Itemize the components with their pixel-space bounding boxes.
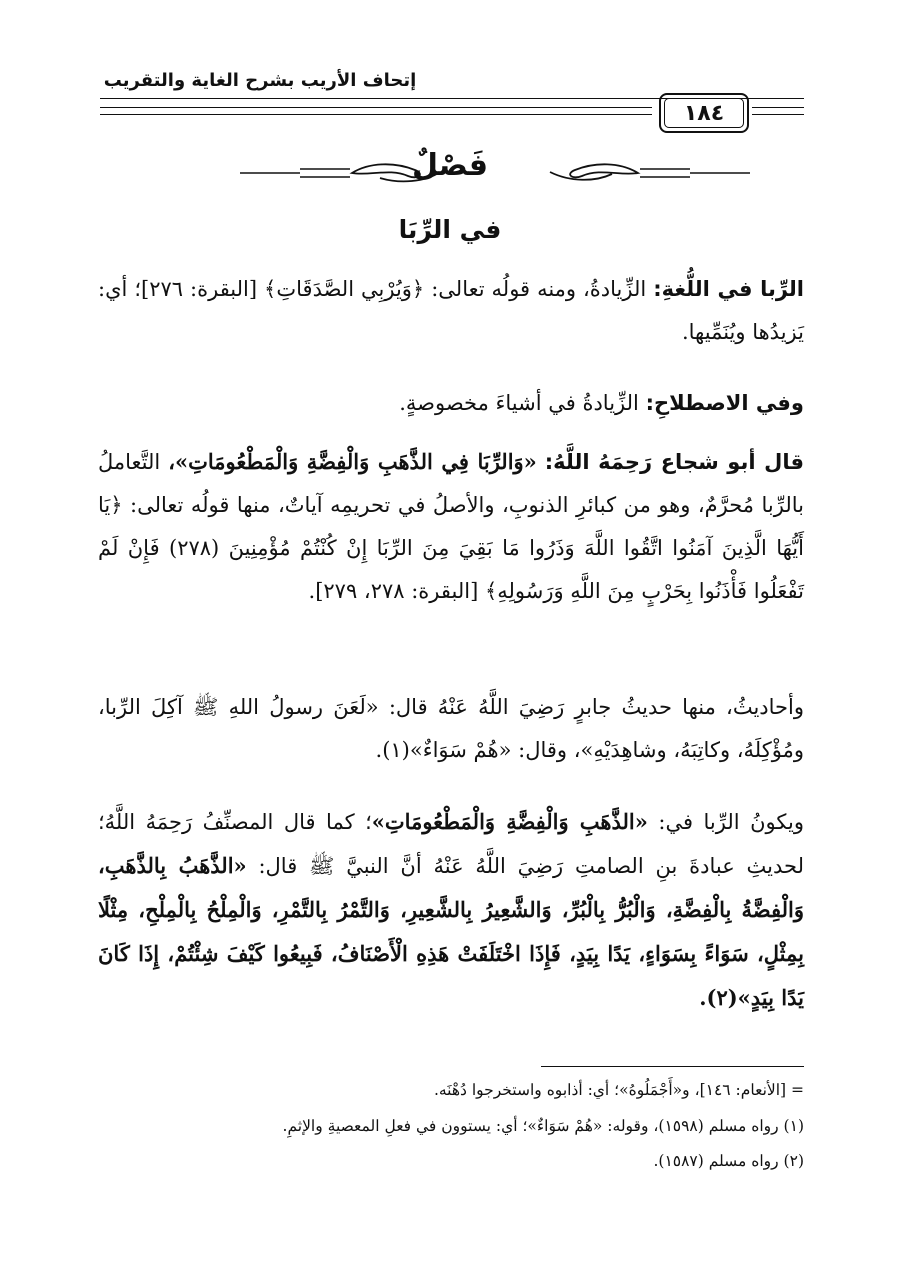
matn-quote: «وَالرِّبَا فِي الذَّهَبِ وَالْفِضَّةِ وَالْمَطْعُومَاتِ»، — [168, 449, 537, 474]
paragraph-text: التَّعاملُ بالرِّبا مُحرَّمٌ، وهو من كبائرِ الذنوبِ، والأصلُ في تحريمِه آياتٌ، منها قولُه تعالى: ﴿يَا أَيُّهَا الَّذِينَ آمَنُوا اتَّقُوا اللَّهَ وَذَرُوا مَا بَقِيَ مِنَ الرِّبَا إِنْ كُنْتُمْ مُؤْمِنِينَ (٢٧٨) فَإِنْ لَمْ تَفْعَلُوا فَأْذَنُوا بِحَرْبٍ مِنَ اللَّهِ وَرَسُولِهِ﴾ [البقرة: ٢٧٨، ٢٧٩]. — [98, 450, 804, 603]
page-number: ١٨٤ — [683, 100, 725, 126]
hadith-text: «الذَّهَبُ بِالذَّهَبِ، وَالْفِضَّةُ بِالْفِضَّةِ، وَالْبُرُّ بِالْبُرِّ، وَالشَّعِيرُ بِالشَّعِيرِ، وَالتَّمْرُ بِالتَّمْرِ، وَالْمِلْحُ بِالْمِلْحِ، مِثْلًا بِمِثْلٍ، سَوَاءً بِسَوَاءٍ، يَدًا بِيَدٍ، فَإِذَا اخْتَلَفَتْ هَذِهِ الْأَصْنَافُ، فَبِيعُوا كَيْفَ شِئْتُمْ، إِذَا كَانَ يَدًا بِيَدٍ»(٢). — [98, 853, 804, 1010]
header-double-rule-right — [752, 107, 804, 115]
section-subtitle: في الرِّبَا — [398, 215, 502, 244]
paragraph-hadith-jabir — [98, 686, 804, 772]
paragraph-text: وأحاديثُ، منها حديثُ جابرٍ رَضِيَ اللَّهُ عَنْهُ قال: «لَعَنَ رسولُ اللهِ ﷺ آكِلَ الرِّبا، ومُؤْكِلَهُ، وكاتِبَهُ، وشاهِدَيْهِ»، وقال: «هُمْ سَوَاءٌ»(١). — [98, 695, 804, 762]
footnote-separator — [541, 1066, 804, 1067]
ornament-right-icon — [490, 156, 750, 190]
paragraph-hadith-ubadah — [98, 800, 804, 1020]
paragraph-linguistic-definition — [98, 268, 804, 354]
paragraph-text: ؛ كما قال المصنِّفُ رَحِمَهُ اللَّهُ؛ لحديثِ عبادةَ بنِ الصامتِ رَضِيَ اللَّهُ عَنْهُ أنَّ النبيَّ ﷺ قال: — [98, 810, 804, 878]
paragraph-lead: وفي الاصطلاحِ: — [645, 391, 804, 415]
footnote-1: (١) رواه مسلم (١٥٩٨)، وقوله: «هُمْ سَوَاءٌ»؛ أي: يستوون في فعلِ المعصيةِ والإثمِ. — [282, 1117, 804, 1135]
paragraph-lead: قال أبو شجاع رَحِمَهُ اللَّهُ: — [544, 450, 804, 474]
footnote-continuation: = [الأنعام: ١٤٦]، و«أَجْمَلُوهُ»؛ أي: أذابوه واستخرجوا دُهْنَه. — [433, 1081, 804, 1099]
header-double-rule-left — [100, 107, 652, 115]
running-header-title: إتحاف الأريب بشرح الغاية والتقريب — [103, 70, 417, 91]
matn-quote: «الذَّهَبِ وَالْفِضَّةِ وَالْمَطْعُومَاتِ» — [371, 809, 648, 834]
paragraph-matn-quote — [98, 440, 804, 613]
section-title: فَصْلٌ — [412, 148, 488, 183]
page-number-frame — [659, 93, 749, 133]
paragraph-lead: الرِّبا في اللُّغةِ: — [653, 277, 805, 301]
paragraph-text: الزِّيادةُ، ومنه قولُه تعالى: ﴿وَيُرْبِي الصَّدَقَاتِ﴾ [البقرة: ٢٧٦]؛ أي: يَزيدُها ويُنَمِّيها. — [98, 277, 804, 344]
paragraph-start: ويكونُ الرِّبا في: — [658, 810, 804, 834]
footnote-2: (٢) رواه مسلم (١٥٨٧). — [653, 1152, 804, 1170]
paragraph-technical-definition — [98, 382, 804, 425]
paragraph-text: الزِّيادةُ في أشياءَ مخصوصةٍ. — [399, 391, 639, 415]
